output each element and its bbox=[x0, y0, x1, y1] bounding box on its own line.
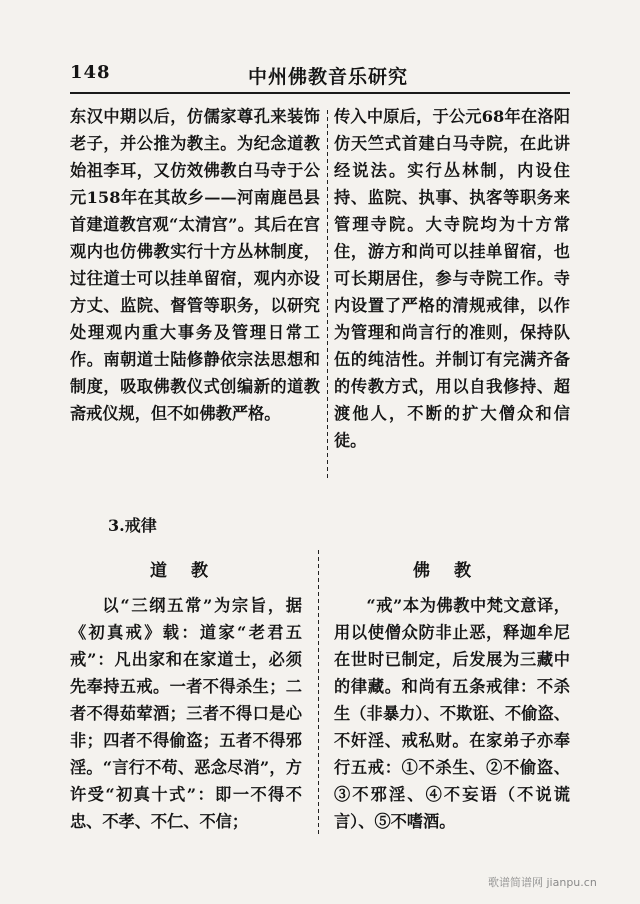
section-heading: 3.戒律 bbox=[108, 516, 157, 535]
lower-right-column bbox=[334, 592, 570, 842]
column-divider-top bbox=[327, 110, 328, 480]
upper-left-column bbox=[70, 103, 320, 487]
left-column-heading: 道教 bbox=[150, 561, 232, 581]
upper-left-paragraph: 东汉中期以后，仿儒家尊孔来装饰老子，并公推为教主。为纪念道教始祖李耳，又仿效佛教白马寺于公元158年在其故乡——河南鹿邑县首建道教宫观“太清宫”。其后在宫观内也仿佛教实行十方丛林制度，过往道士可以挂单留宿，观内亦设方丈、监院、督管等职务，以研究处理观内重大事务及管理日常工作。南朝道士陆修静依宗法思想和制度，吸取佛教仪式创编新的道教斋戒仪规，但不如佛教严格。 bbox=[70, 107, 320, 423]
running-title: 中州佛教音乐研究 bbox=[248, 66, 409, 88]
page-number: 148 bbox=[70, 62, 111, 83]
upper-right-column bbox=[334, 103, 570, 463]
header-rule bbox=[70, 92, 570, 94]
lower-left-paragraph: 以“三纲五常”为宗旨，据《初真戒》载：道家“老君五戒”：凡出家和在家道士，必须先奉持五戒。一者不得杀生；二者不得茹荤酒；三者不得口是心非；四者不得偷盗；五者不得邪淫。“言行不苟、恶念尽消”，方许受“初真十式”：即一不得不忠、不孝、不仁、不信； bbox=[70, 596, 302, 831]
lower-left-column bbox=[70, 592, 302, 842]
right-column-heading: 佛教 bbox=[413, 561, 495, 581]
lower-right-paragraph: “戒”本为佛教中梵文意译，用以使僧众防非止恶，释迦牟尼在世时已制定，后发展为三藏中的律藏。和尚有五条戒律：不杀生（非暴力）、不欺诳、不偷盗、不奸淫、戒私财。在家弟子亦奉行五戒：①不杀生、②不偷盗、③不邪淫、④不妄语（不说谎言）、⑤不嗜酒。 bbox=[334, 596, 570, 831]
column-divider-bottom bbox=[318, 550, 319, 834]
upper-right-paragraph: 传入中原后，于公元68年在洛阳仿天竺式首建白马寺院，在此讲经说法。实行丛林制，内设住持、监院、执事、执客等职务来管理寺院。大寺院均为十方常住，游方和尚可以挂单留宿，也可长期居住，参与寺院工作。寺内设置了严格的清规戒律，以作为管理和尚言行的准则，保持队伍的纯洁性。并制订有完满齐备的传教方式，用以自我修持、超渡他人，不断的扩大僧众和信徒。 bbox=[334, 107, 570, 450]
watermark: 歌谱简谱网 jianpu.cn bbox=[488, 876, 597, 889]
